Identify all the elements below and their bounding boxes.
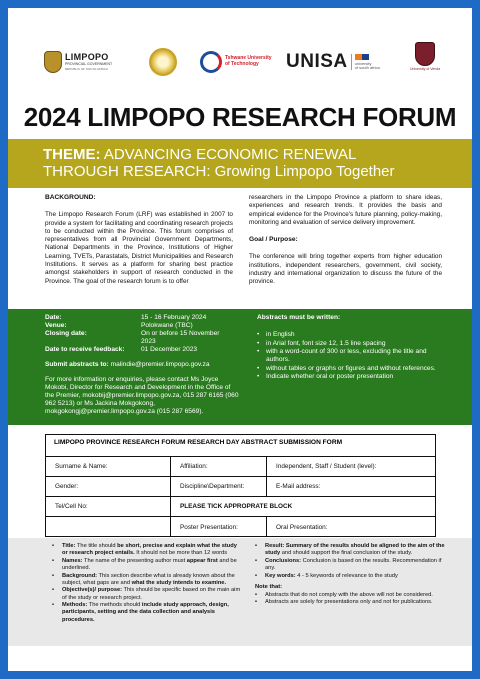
- poster-presentation-checkbox[interactable]: Poster Presentation:: [170, 517, 266, 537]
- form-row-1: [46, 456, 435, 476]
- office-seal-logo: [149, 44, 177, 80]
- surname-field[interactable]: Surname & Name:: [55, 463, 108, 470]
- poster: [8, 8, 472, 671]
- limpopo-logo-subtext-2: REPUBLIC OF SOUTH AFRICA: [65, 66, 109, 71]
- email-field[interactable]: E-Mail address:: [266, 477, 435, 496]
- limpopo-logo-subtext: PROVINCIAL GOVERNMENT: [65, 62, 113, 67]
- submit-email-link[interactable]: malindie@premier.limpopo.gov.za: [108, 361, 210, 368]
- date-label: Date:: [45, 314, 62, 321]
- list-item: • in English: [257, 331, 447, 339]
- venda-crest-icon: [415, 42, 435, 66]
- background-continued-section: [249, 194, 442, 296]
- tick-instruction: PLEASE TICK APPROPRATE BLOCK: [170, 497, 435, 516]
- background-section: [45, 194, 233, 295]
- submission-form: [45, 434, 436, 537]
- abstracts-heading: Abstracts must be written:: [257, 314, 341, 321]
- tut-logo-line-2: of Technology: [225, 61, 259, 67]
- list-item: • Methods: The methods should include study approach, design, participants, setting and the data collection and analysis procedures.: [52, 602, 242, 624]
- venda-logo-text: University of Venda: [410, 67, 441, 71]
- page-title: 2024 LIMPOPO RESEARCH FORUM: [23, 102, 457, 132]
- background-paragraph: The Limpopo Research Forum (LRF) was established in 2007 to provide a system for facilitating and coordinating research projects to be conducted within the Province. This forum comprises of representatives from all Provincial Government Departments, National Departments in the Province, Institutions of Higher Learning, TVETs, Parastatals, District Municipalities and Research Institutions. It serves as a platform for sharing best practice amongst stakeholders in support of research conducted in the Province. The goal of the research forum is to offer: [45, 211, 233, 285]
- goal-heading: Goal / Purpose:: [249, 236, 298, 244]
- list-item: • in Arial font, font size 12, 1.5 line spacing: [257, 340, 447, 348]
- form-row-2: [46, 476, 435, 496]
- list-item: • Indicate whether oral or poster presentation: [257, 373, 447, 381]
- guidelines-left: [52, 543, 242, 624]
- logo-bar: [8, 8, 472, 86]
- closing-value: On or before 15 November 2023: [141, 330, 220, 345]
- oral-presentation-checkbox[interactable]: Oral Presentation:: [266, 517, 435, 537]
- abstract-requirements-list: [257, 331, 447, 381]
- background-heading: BACKGROUND:: [45, 194, 96, 201]
- list-item: • Objective(s)/ purpose: This should be specific based on the main aim of the study or research project.: [52, 587, 242, 601]
- feedback-label: Date to receive feedback:: [45, 346, 125, 353]
- date-row: [45, 314, 241, 322]
- list-item: • Names: The name of the presenting author must appear first and be underlined.: [52, 558, 242, 572]
- venue-value: Polokwane (TBC): [141, 322, 193, 329]
- submit-label: Submit abstracts to:: [45, 361, 109, 368]
- venue-row: [45, 322, 241, 330]
- venue-label: Venue:: [45, 322, 67, 329]
- status-level-field[interactable]: Independent, Staff / Student (level):: [266, 457, 435, 476]
- guidelines-right: [255, 543, 445, 607]
- goal-paragraph: The conference will bring together experts from higher education institutions, independent researchers, government, civil society, industry and international organization to discuss the future of the province.: [249, 253, 442, 286]
- theme-line-2: THROUGH RESEARCH: Growing Limpopo Together: [43, 163, 395, 180]
- feedback-value: 01 December 2023: [141, 346, 198, 353]
- list-item: • without tables or graphs or figures and without references.: [257, 365, 447, 373]
- limpopo-crest-icon: [44, 51, 62, 73]
- form-heading: LIMPOPO PROVINCE RESEARCH FORUM RESEARCH DAY ABSTRACT SUBMISSION FORM: [54, 439, 343, 446]
- unisa-wordmark: UNISA: [286, 51, 348, 72]
- note-that-heading: Note that:: [255, 583, 283, 590]
- details-panel: [8, 309, 472, 425]
- theme-label: THEME:: [43, 146, 101, 163]
- background-paragraph-continued: researchers in the Limpopo Province a platform to share ideas, experiences and research trends. It provides the basis and empirical evidence for the Province's future planning, policy-making, monitoring and evaluation of service delivery improvement.: [249, 194, 442, 226]
- limpopo-logo-text: LIMPOPO: [65, 52, 109, 63]
- theme-banner: [8, 139, 472, 188]
- form-row-4: [46, 516, 435, 537]
- list-item: • Conclusions: Conclusion is based on the results. Recommendation if any.: [255, 558, 445, 572]
- affiliation-field[interactable]: Affiliation:: [170, 457, 266, 476]
- seal-icon: [149, 48, 177, 76]
- list-item: • Title: The title should be short, precise and explain what the study or research project entails. It should not be more than 12 words: [52, 543, 242, 557]
- venda-logo: [410, 42, 440, 78]
- tut-logo: [200, 44, 272, 80]
- blank-cell: [46, 517, 170, 537]
- list-item: • Abstracts that do not comply with the above will not be considered.: [255, 592, 445, 599]
- limpopo-logo: [44, 44, 112, 80]
- gender-field[interactable]: Gender:: [55, 483, 79, 490]
- closing-label: Closing date:: [45, 330, 87, 337]
- form-row-3: [46, 496, 435, 516]
- unisa-logo-line-2: of south africa: [354, 65, 380, 70]
- tut-mark-icon: [200, 51, 222, 73]
- list-item: • Abstracts are solely for presentations only and not for publications.: [255, 599, 445, 606]
- enquiries-text: For more information or enquiries, please contact Ms Joyce Mokobi, Director for Research and Development in the Office of the Premier, mokobij@premier.limpopo.gov.za, 015 287 6165 (060 962 5213) or Ms Jackina Mokgokong, mokgokongj@premier.limpopo.gov.za (015 287 6569).: [45, 376, 239, 416]
- unisa-logo-line-1: university: [354, 60, 372, 66]
- feedback-row: [45, 346, 241, 354]
- list-item: • Key words: 4 - 5 keywords of relevance to the study: [255, 573, 445, 580]
- tut-logo-line-1: Tshwane University: [225, 55, 272, 62]
- date-value: 15 - 16 February 2024: [141, 314, 207, 321]
- list-item: • Background: This section describe what is already known about the subject, what gaps are and what the study intends to examine.: [52, 573, 242, 587]
- list-item: • Result: Summary of the results should be aligned to the aim of the study and should support the final conclusion of the study.: [255, 543, 445, 557]
- theme-line-1: ADVANCING ECONOMIC RENEWAL: [100, 146, 357, 163]
- unisa-logo: [286, 44, 380, 80]
- list-item: • with a word-count of 300 or less, excluding the title and authors.: [257, 348, 447, 364]
- discipline-field[interactable]: Discipline\Department:: [170, 477, 266, 496]
- closing-row: [45, 330, 241, 346]
- phone-field[interactable]: Tel/Cell No:: [55, 503, 88, 510]
- unisa-flag-icon: [355, 54, 369, 60]
